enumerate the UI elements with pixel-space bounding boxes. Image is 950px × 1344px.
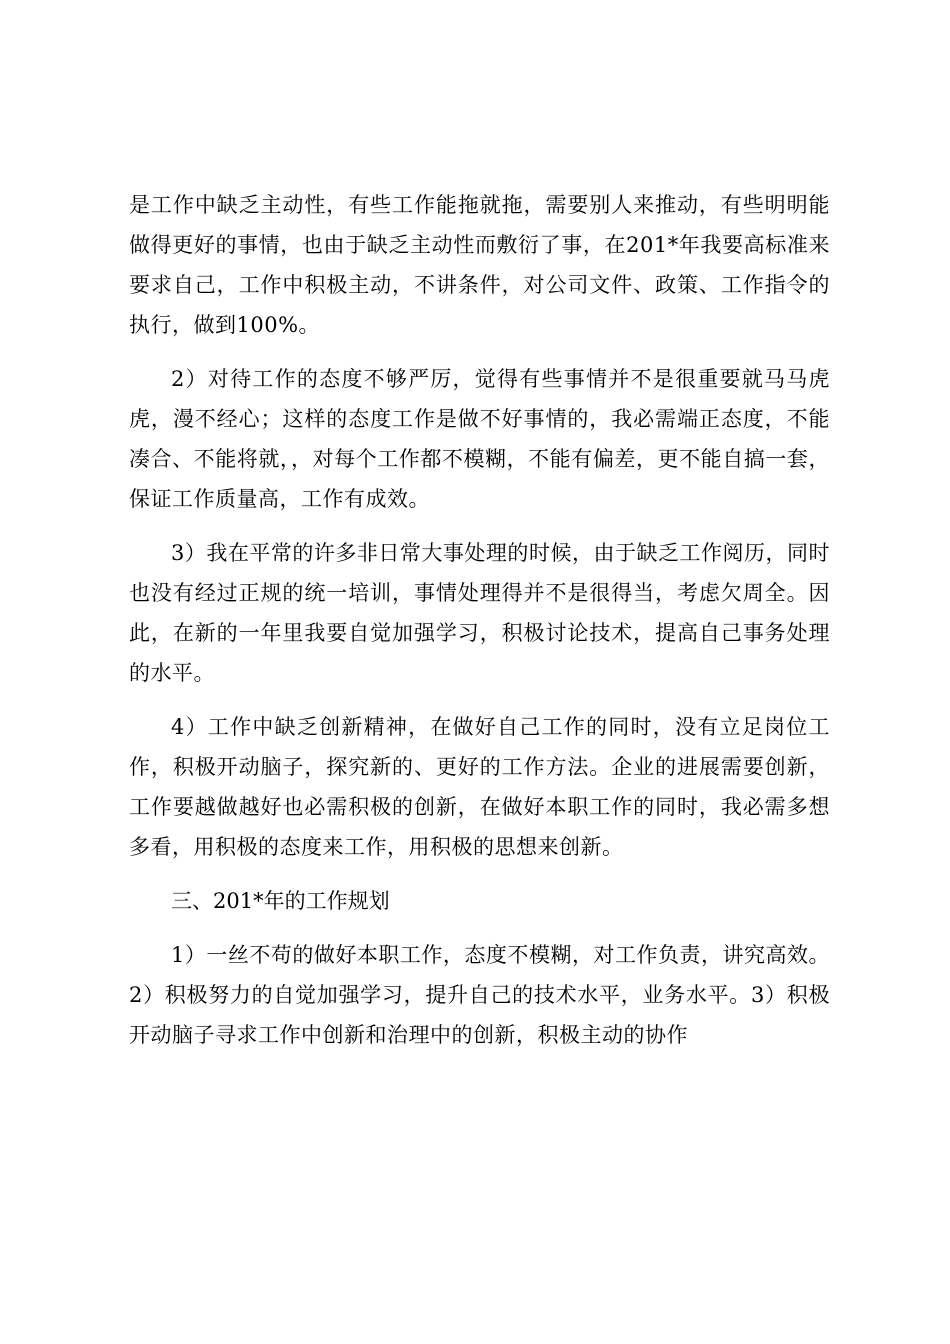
paragraph-work-plan: 1）一丝不苟的做好本职工作，态度不模糊，对工作负责，讲究高效。2）积极努力的自觉加强学习，提升自己的技术水平，业务水平。3）积极开动脑子寻求工作中创新和治理中的创新，积极主动的协作 [129,943,830,1047]
paragraph-continuation: 是工作中缺乏主动性，有些工作能拖就拖，需要别人来推动，有些明明能做得更好的事情，也由于缺乏主动性而敷衍了事，在201*年我要高标准来要求自己，工作中积极主动，不讲条件，对公司文件、政策、工作指令的执行，做到100%。 [129,193,830,337]
paragraph-item-4: 4）工作中缺乏创新精神，在做好自己工作的同时，没有立足岗位工作，积极开动脑子，探究新的、更好的工作方法。企业的进展需要创新，工作要越做越好也必需积极的创新，在做好本职工作的同时，我必需多想多看，用积极的态度来工作，用积极的思想来创新。 [129,715,830,859]
paragraph-item-2: 2）对待工作的态度不够严厉，觉得有些事情并不是很重要就马马虎虎，漫不经心；这样的态度工作是做不好事情的，我必需端正态度，不能凑合、不能将就，，对每个工作都不模糊，不能有偏差，更不能自搞一套，保证工作质量高，工作有成效。 [129,367,830,511]
section-heading-work-plan: 三、201*年的工作规划 [171,889,390,913]
document-body [129,185,830,1069]
paragraph-item-3: 3）我在平常的许多非日常大事处理的时候，由于缺乏工作阅历，同时也没有经过正规的统一培训，事情处理得并不是很得当，考虑欠周全。因此，在新的一年里我要自觉加强学习，积极讨论技术，提高自己事务处理的水平。 [129,541,830,685]
